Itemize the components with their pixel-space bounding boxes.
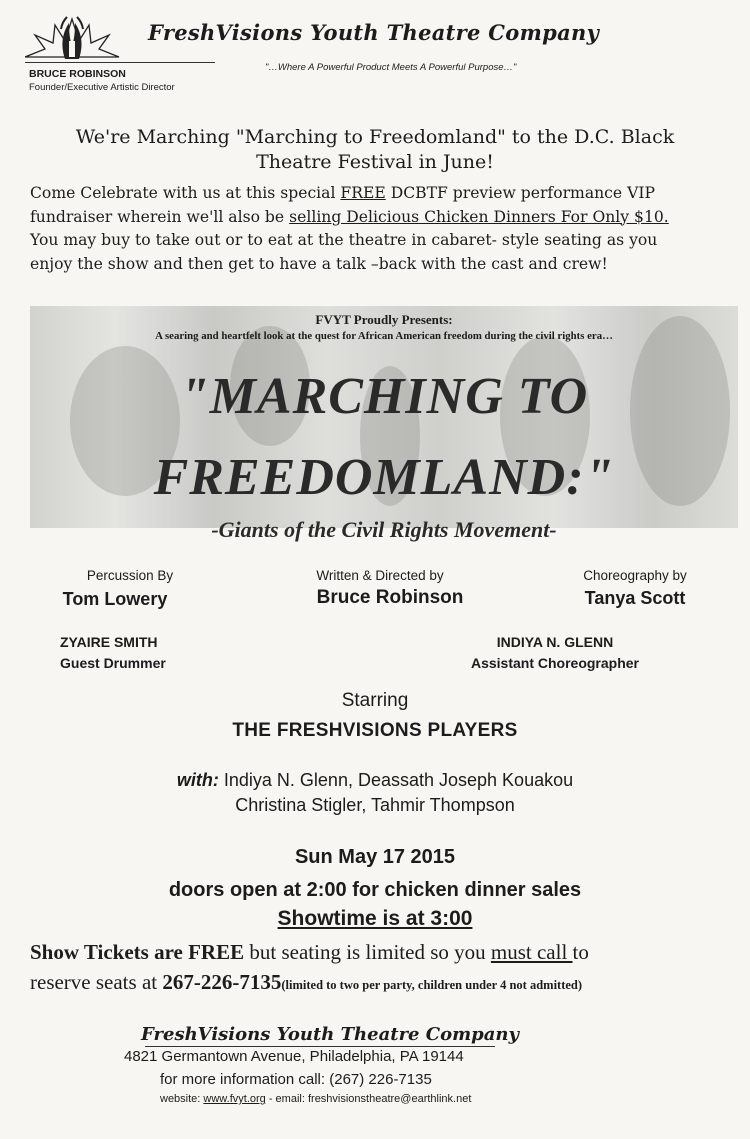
guest-drummer-role: Guest Drummer [60, 655, 166, 671]
banner-description: A searing and heartfelt look at the quest for African American freedom during the civil rights era… [155, 330, 613, 342]
intro-body [30, 182, 730, 276]
footer-phone-info: for more information call: (267) 226-7135 [160, 1071, 432, 1088]
writer-name: Bruce Robinson [316, 587, 464, 608]
show-title-line-1: "MARCHING TO [179, 368, 589, 425]
must-call-emphasis: must call [490, 940, 573, 964]
show-banner [30, 306, 738, 550]
with-label: with: [176, 770, 219, 790]
show-subtitle: -Giants of the Civil Rights Movement- [211, 517, 557, 542]
starring-label: Starring [341, 690, 409, 711]
headline [40, 125, 710, 175]
writer-role: Written & Directed by [316, 568, 444, 583]
founder-name: BRUCE ROBINSON [29, 68, 126, 80]
intro-line-1 [30, 182, 730, 206]
doors-open: doors open at 2:00 for chicken dinner sales [168, 879, 582, 901]
ticket-phone: 267-226-7135 [162, 970, 282, 994]
cast-line-2: Christina Stigler, Tahmir Thompson [235, 795, 515, 815]
assistant-choreo-name: INDIYA N. GLENN [496, 634, 614, 650]
website-link[interactable]: www.fvyt.org [203, 1093, 266, 1105]
email-label: - email: [265, 1093, 308, 1105]
footer-contact [160, 1093, 471, 1105]
intro-text: DCBTF preview performance VIP [385, 184, 655, 202]
intro-text: Come Celebrate with us at this special [30, 184, 341, 202]
percussion-role: Percussion By [86, 568, 174, 583]
company-name: FreshVisions Youth Theatre Company [148, 20, 600, 45]
intro-line-3: You may buy to take out or to eat at the theatre in cabaret- style seating as you [30, 231, 658, 249]
guest-drummer-name: ZYAIRE SMITH [60, 634, 158, 650]
footer-divider [145, 1046, 495, 1047]
cast-names-1: Indiya N. Glenn, Deassath Joseph Kouakou [218, 770, 574, 790]
tickets-line-1 [30, 940, 730, 965]
company-logo [25, 15, 120, 65]
event-date: Sun May 17 2015 [294, 846, 456, 868]
percussion-name: Tom Lowery [62, 589, 168, 609]
intro-text: fundraiser wherein we'll also be [30, 207, 290, 226]
header-divider [25, 62, 215, 63]
tickets-free: Show Tickets are FREE [30, 940, 245, 964]
footer-address: 4821 Germantown Avenue, Philadelphia, PA 19144 [124, 1048, 464, 1065]
footer-company-name: FreshVisions Youth Theatre Company [141, 1024, 519, 1045]
chicken-dinner-emphasis: selling Delicious Chicken Dinners For Only $10. [289, 207, 669, 226]
show-title-line-2: FREEDOMLAND:" [153, 449, 615, 506]
cast-line-1 [0, 770, 750, 791]
tickets-text: reserve seats at [30, 970, 163, 994]
tickets-text: to [572, 940, 589, 964]
intro-line-2 [30, 206, 730, 230]
ticket-limit-note: (limited to two per party, children under 4 not admitted) [281, 978, 583, 992]
choreo-role: Choreography by [583, 568, 687, 583]
email-address[interactable]: freshvisionstheatre@earthlink.net [307, 1093, 472, 1105]
tagline: "…Where A Powerful Product Meets A Powerful Purpose…" [265, 62, 517, 73]
headline-line-1: We're Marching "Marching to Freedomland" to the D.C. Black [75, 126, 675, 148]
tickets-line-2 [30, 970, 750, 995]
free-emphasis: FREE [340, 184, 386, 202]
company-players: THE FRESHVISIONS PLAYERS [232, 720, 518, 741]
founder-title: Founder/Executive Artistic Director [29, 82, 175, 93]
tickets-text: but seating is limited so you [244, 940, 491, 964]
choreo-name: Tanya Scott [584, 588, 686, 608]
headline-line-2: Theatre Festival in June! [256, 151, 494, 173]
website-label: website: [160, 1093, 204, 1105]
assistant-choreo-role: Assistant Choreographer [470, 655, 640, 671]
presents-line: FVYT Proudly Presents: [315, 312, 453, 327]
showtime: Showtime is at 3:00 [277, 907, 473, 930]
intro-line-4: enjoy the show and then get to have a talk –back with the cast and crew! [30, 254, 608, 273]
